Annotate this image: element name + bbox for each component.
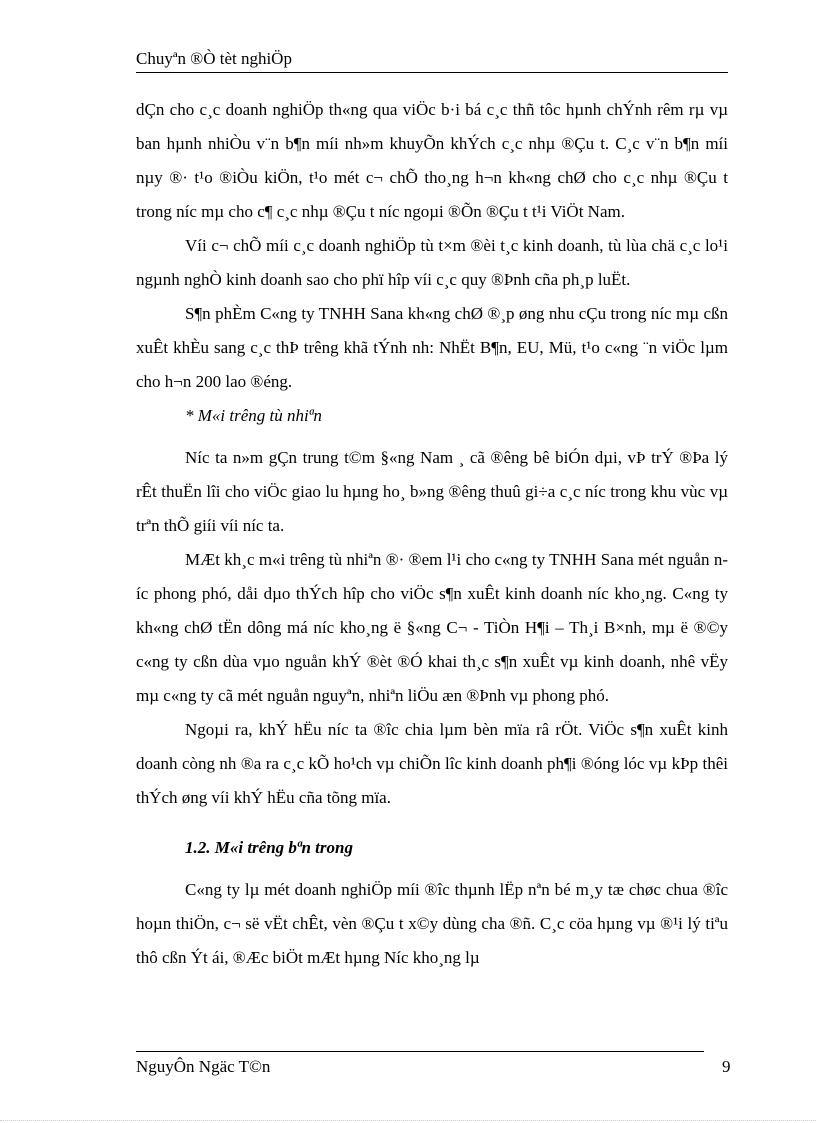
paragraph: C«ng ty lµ mét doanh nghiÖp míi ®îc thµnh lËp nªn bé m¸y tæ chøc chua ®îc hoµn thiÖn, c¬ së vËt chÊt, vèn ®Çu t x©y dùng cha ®ñ. C¸c cöa hµng vµ ®¹i lý tiªu thô cßn Ýt ái, ®Æc biÖt mÆt hµng Níc kho¸ng lµ bbox=[136, 880, 728, 967]
page-number: 9 bbox=[722, 1057, 731, 1076]
paragraph: dÇn cho c¸c doanh nghiÖp th«ng qua viÖc b·i bá c¸c thñ tôc hµnh chÝnh rêm rµ vµ ban hµnh nhiÒu v¨n b¶n míi nh»m khuyÕn khÝch c¸c nhµ ®Çu t. C¸c v¨n b¶n míi nµy ®· t¹o ®iÒu kiÖn, t¹o mét c¬ chÕ tho¸ng h¬n kh«ng chØ cho c¸c nhµ ®Çu t trong níc mµ cho c¶ c¸c nhµ ®Çu t níc ngoµi ®Õn ®Çu t t¹i ViÖt Nam. bbox=[136, 100, 728, 221]
subheading: * M«i trêng tù nhiªn bbox=[185, 406, 322, 425]
paragraph: Níc ta n»m gÇn trung t©m §«ng Nam ¸ cã ®êng bê biÓn dµi, vÞ trÝ ®Þa lý rÊt thuËn lîi cho viÖc giao lu hµng ho¸ b»ng ®êng thuû gi÷a c¸c níc trong khu vùc vµ trªn thÕ giíi víi níc ta. bbox=[136, 448, 728, 535]
paragraph: S¶n phÈm C«ng ty TNHH Sana kh«ng chØ ®¸p øng nhu cÇu trong níc mµ cßn xuÊt khÈu sang c¸c thÞ trêng khã tÝnh nh: NhËt B¶n, EU, Mü, t¹o c«ng ¨n viÖc lµm cho h¬n 200 lao ®éng. bbox=[136, 304, 728, 391]
running-header: Chuyªn ®Ò tèt nghiÖp bbox=[136, 49, 292, 68]
footer-author: NguyÔn Ngäc T©n bbox=[136, 1057, 271, 1076]
page-body bbox=[136, 93, 728, 975]
paragraph: Víi c¬ chÕ míi c¸c doanh nghiÖp tù t×m ®èi t¸c kinh doanh, tù lùa chä c¸c lo¹i ngµnh nghÒ kinh doanh sao cho phï hîp víi c¸c quy ®Þnh cña ph¸p luËt. bbox=[136, 236, 728, 289]
paragraph: MÆt kh¸c m«i trêng tù nhiªn ®· ®em l¹i cho c«ng ty TNHH Sana mét nguån níc phong phó, dåi dµo thÝch hîp cho viÖc s¶n xuÊt kinh doanh níc kho¸ng. C«ng ty kh«ng chØ tËn dông má níc kho¸ng ë §«ng C¬ - TiÒn H¶i – Th¸i B×nh, mµ ë ®©y c«ng ty cßn dùa vµo nguån khÝ ®èt ®Ó khai th¸c s¶n xuÊt vµ kinh doanh, nhê vËy mµ c«ng ty cã mét nguån nguyªn, nhiªn liÖu æn ®Þnh vµ phong phó. bbox=[136, 550, 728, 705]
page-edge-divider bbox=[0, 1120, 816, 1121]
header-rule bbox=[136, 72, 728, 73]
paragraph: Ngoµi ra, khÝ hËu níc ta ®îc chia lµm bèn mïa râ rÖt. ViÖc s¶n xuÊt kinh doanh còng nh ®a ra c¸c kÕ ho¹ch vµ chiÕn lîc kinh doanh ph¶i ®óng lóc vµ kÞp thêi thÝch øng víi khÝ hËu cña tõng mïa. bbox=[136, 720, 728, 807]
section-title: 1.2. M«i trêng bªn trong bbox=[185, 838, 353, 857]
footer-rule bbox=[136, 1051, 704, 1052]
